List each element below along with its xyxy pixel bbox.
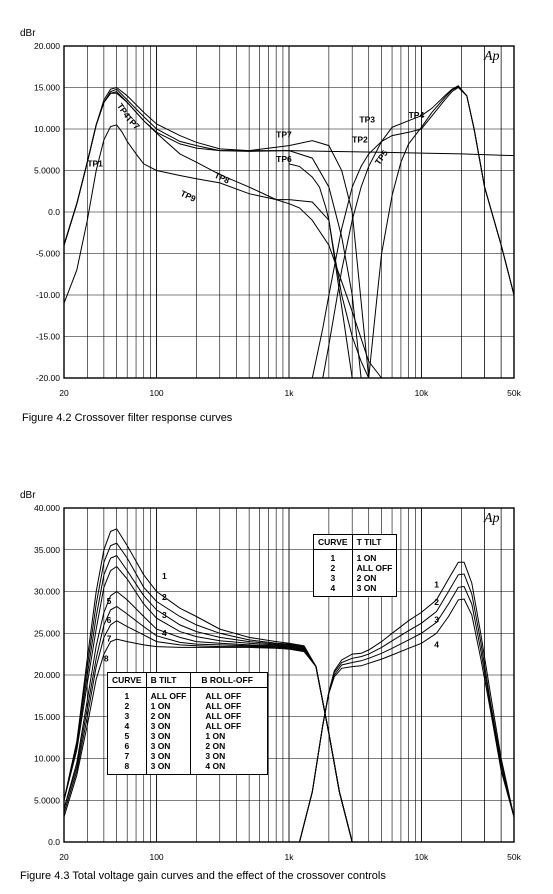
y-tick-label: 5.0000 <box>34 795 60 806</box>
series-line-tp2 <box>312 88 514 379</box>
b-table-cell: 4 ON <box>205 761 226 771</box>
curve-label-tp4: TP4 <box>115 101 133 120</box>
curve-number-7: 7 <box>106 633 112 644</box>
b-table-header-btilt: B TILT <box>146 673 191 688</box>
x-tick-label: 100 <box>149 388 164 398</box>
curve-label-tp7: TP7 <box>276 129 292 140</box>
t-table-cell: ALL OFF <box>356 563 393 573</box>
t-table-cell: 3 ON <box>356 583 377 593</box>
y-tick-label: 10.000 <box>34 753 60 764</box>
series-line-tp8 <box>64 92 382 378</box>
y-tick-label: 0.0 <box>48 207 60 217</box>
series-line-tp4 <box>64 89 361 378</box>
treble-curve-number-2: 2 <box>434 596 440 607</box>
series-line-tp5 <box>369 87 514 378</box>
curve-number-1: 1 <box>162 570 167 581</box>
x-tick-label: 10k <box>414 852 429 862</box>
y-tick-label: 15.000 <box>34 82 60 93</box>
b-table-cell: 3 ON <box>205 751 226 761</box>
t-table-cell: 2 <box>314 563 352 573</box>
b-table-cell: 2 ON <box>146 711 191 721</box>
curve-number-5: 5 <box>106 596 112 607</box>
b-table-cell: 1 ON <box>205 731 226 741</box>
y-tick-label: -20.00 <box>35 373 60 383</box>
b-table-cell: 2 ON <box>205 741 226 751</box>
x-tick-label: 1k <box>284 852 294 862</box>
y-unit-label: dBr <box>20 28 36 39</box>
t-table-cell: 1 ON <box>356 553 377 563</box>
b-table-cell: 6 <box>108 741 146 751</box>
curve-number-3: 3 <box>162 610 167 621</box>
b-table-cell: 5 <box>108 731 146 741</box>
curve-label-tp4: TP4 <box>408 110 425 121</box>
x-tick-label: 50k <box>507 388 521 398</box>
curve-label-tp9: TP9 <box>179 188 198 204</box>
curve-number-4: 4 <box>162 627 167 638</box>
ap-logo-mark: Ap <box>484 511 500 526</box>
b-table-cell: 4 <box>108 721 146 731</box>
t-table-cell: 2 ON <box>356 573 377 583</box>
y-tick-label: -15.00 <box>35 331 60 342</box>
b-table-cell: 3 ON <box>146 751 191 761</box>
y-tick-label: 15.000 <box>34 711 60 722</box>
chart-1-group <box>64 46 514 378</box>
curve-label-tp5: TP5 <box>372 148 390 167</box>
b-table-header-brolloff: B ROLL-OFF <box>191 673 267 688</box>
y-tick-label: 0.0 <box>48 837 60 847</box>
b-table-cell: 1 <box>108 688 146 702</box>
curve-label-tp7: TP7 <box>123 113 142 132</box>
b-table-cell: 2 <box>108 701 146 711</box>
y-tick-label: 20.000 <box>34 670 60 680</box>
series-line-tp9 <box>64 125 352 378</box>
b-table-header-curve: CURVE <box>108 673 146 688</box>
y-tick-label: -10.00 <box>35 290 60 300</box>
y-tick-label: 10.000 <box>34 124 60 134</box>
curve-label-tp3: TP3 <box>359 114 375 125</box>
b-table-cell: 3 ON <box>146 761 191 774</box>
y-tick-label: 25.000 <box>34 628 60 639</box>
curve-label-tp8: TP8 <box>212 169 232 186</box>
b-table-cell: 3 ON <box>146 721 191 731</box>
t-table-header-ttilt: T TILT <box>352 535 396 550</box>
t-table-cell: 4 <box>314 583 352 596</box>
series-line-t4 <box>300 596 515 842</box>
series-line-tp7 <box>64 88 369 379</box>
y-tick-label: 5.0000 <box>34 165 60 176</box>
figure-caption-1: Figure 4.2 Crossover filter response curves <box>22 412 233 424</box>
curve-number-6: 6 <box>106 615 112 626</box>
y-unit-label: dBr <box>20 490 36 501</box>
b-table-cell: 3 ON <box>146 741 191 751</box>
curve-label-tp6: TP6 <box>276 154 292 165</box>
t-table-header-curve: CURVE <box>314 535 352 550</box>
x-tick-label: 1k <box>284 388 294 398</box>
t-table-cell: 1 <box>314 550 352 564</box>
y-tick-label: 35.000 <box>34 544 60 555</box>
x-tick-label: 10k <box>414 388 429 398</box>
y-tick-label: 40.000 <box>34 503 60 513</box>
curve-number-8: 8 <box>103 653 109 664</box>
x-tick-label: 50k <box>507 852 521 862</box>
b-table-cell: 3 <box>108 711 146 721</box>
ap-logo-mark: Ap <box>484 49 500 64</box>
b-table-cell: 7 <box>108 751 146 761</box>
treble-curve-number-4: 4 <box>434 639 440 650</box>
t-tilt-table <box>313 534 397 597</box>
b-table-cell: 3 ON <box>146 731 191 741</box>
x-tick-label: 100 <box>149 852 164 862</box>
b-table-cell: 8 <box>108 761 146 774</box>
treble-curve-number-1: 1 <box>434 579 440 590</box>
series-line-t3 <box>300 587 515 843</box>
y-tick-label: 30.000 <box>34 586 60 597</box>
x-tick-label: 20 <box>59 388 69 398</box>
curve-label-tp2: TP2 <box>352 134 368 145</box>
b-table-cell: ALL OFF <box>205 711 242 721</box>
series-line-t2 <box>300 574 515 842</box>
y-tick-label: 20.000 <box>34 41 60 51</box>
b-table-cell: ALL OFF <box>205 691 242 701</box>
b-table-cell: ALL OFF <box>146 688 191 702</box>
b-table-cell: 1 ON <box>146 701 191 711</box>
t-table-cell: 3 <box>314 573 352 583</box>
x-tick-label: 20 <box>59 852 69 862</box>
b-table-cell: ALL OFF <box>205 721 242 731</box>
treble-curve-number-3: 3 <box>434 614 440 625</box>
figure-caption-2: Figure 4.3 Total voltage gain curves and the effect of the crossover controls <box>20 870 386 882</box>
curve-number-2: 2 <box>162 591 167 602</box>
y-tick-label: -5.000 <box>35 248 60 259</box>
curve-label-tp1: TP1 <box>87 158 103 169</box>
b-tilt-rolloff-table <box>107 672 268 775</box>
b-table-cell: ALL OFF <box>205 701 242 711</box>
